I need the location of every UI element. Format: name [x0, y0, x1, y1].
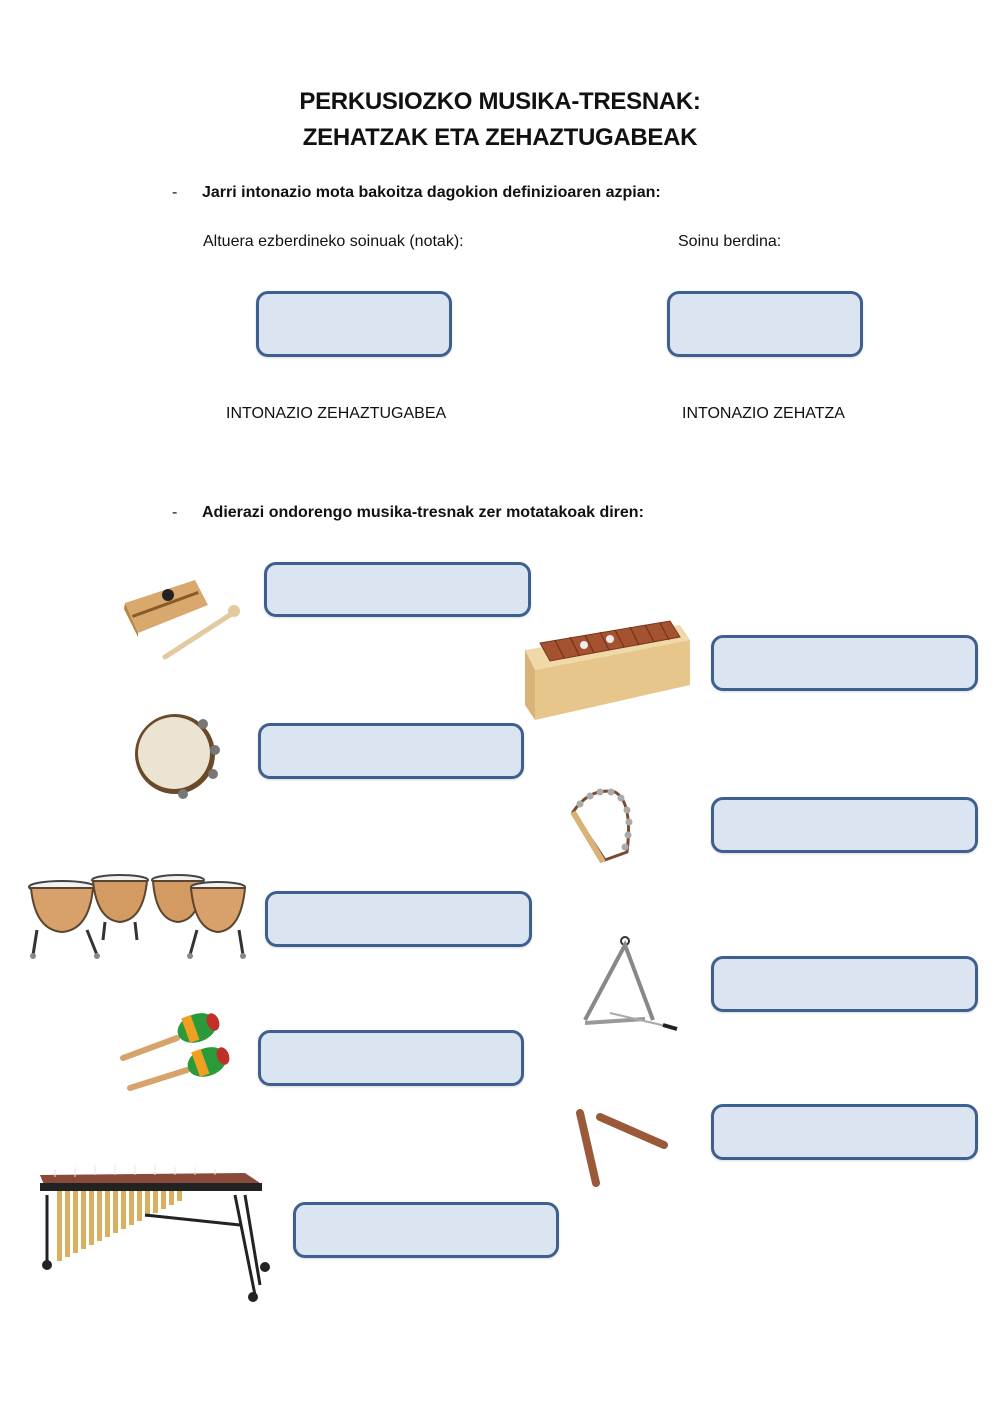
definition-label-different-pitch: Altuera ezberdineko soinuak (notak):	[203, 233, 464, 250]
drop-zone-same-sound[interactable]	[667, 291, 863, 357]
marimba-icon	[35, 1155, 275, 1305]
claves-icon	[570, 1105, 670, 1190]
answer-box-maracas[interactable]	[258, 1030, 524, 1086]
answer-box-xylophone[interactable]	[711, 635, 978, 691]
instruction-1-text: Jarri intonazio mota bakoitza dagokion definizioaren azpian:	[202, 184, 661, 201]
timpani-icon	[25, 870, 250, 965]
tambourine-icon	[133, 712, 223, 802]
drop-zone-different-pitch[interactable]	[256, 291, 452, 357]
answer-box-marimba[interactable]	[293, 1202, 559, 1258]
bullet-dash: -	[172, 504, 178, 521]
jingle-ring-icon	[565, 782, 645, 867]
draggable-option-definite[interactable]: INTONAZIO ZEHATZA	[682, 405, 845, 422]
maracas-icon	[115, 1010, 240, 1095]
page-title-line-2: ZEHATZAK ETA ZEHAZTUGABEAK	[302, 124, 698, 151]
draggable-option-indefinite[interactable]: INTONAZIO ZEHAZTUGABEA	[226, 405, 447, 422]
xylophone-icon	[520, 615, 695, 725]
definition-label-same-sound: Soinu berdina:	[678, 233, 782, 250]
bullet-dash: -	[172, 184, 178, 201]
triangle-icon	[575, 935, 685, 1035]
wood-block-icon	[120, 575, 245, 665]
instruction-2-text: Adierazi ondorengo musika-tresnak zer motatakoak diren:	[202, 504, 644, 521]
answer-box-jingle-ring[interactable]	[711, 797, 978, 853]
answer-box-timpani[interactable]	[265, 891, 532, 947]
page-title-line-1: PERKUSIOZKO MUSIKA-TRESNAK:	[299, 88, 701, 115]
answer-box-tambourine[interactable]	[258, 723, 524, 779]
answer-box-claves[interactable]	[711, 1104, 978, 1160]
answer-box-triangle[interactable]	[711, 956, 978, 1012]
answer-box-wood-block[interactable]	[264, 562, 531, 617]
